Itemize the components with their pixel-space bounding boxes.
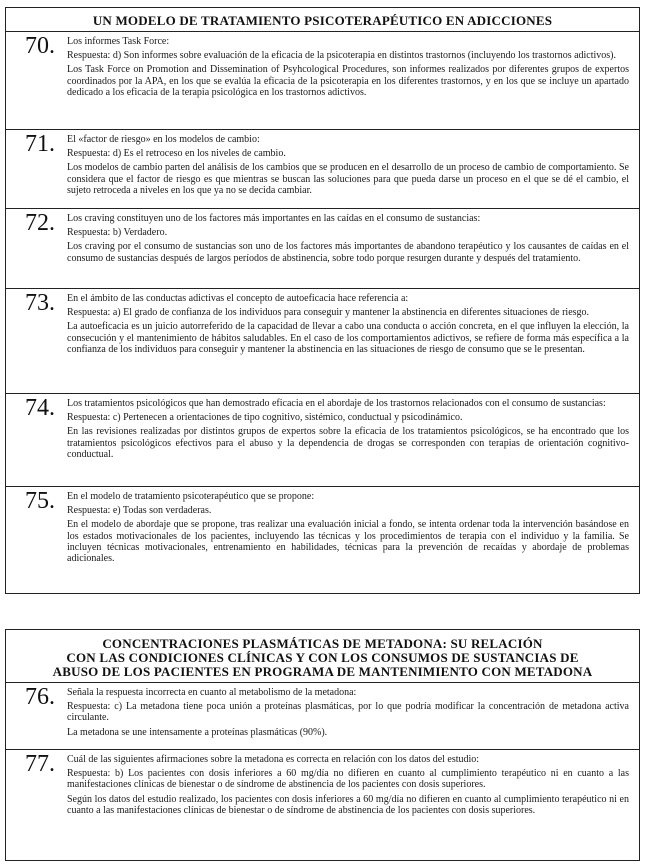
- question-block-75: [6, 486, 639, 590]
- explanation-text: Según los datos del estudio realizado, los pacientes con dosis inferiores a 60 mg/día no difieren en cuanto al cumplimiento terapéutico ni en cuanto a las manifestaciones clínicas de bienestar o de síndrome de abstinencia de los pacientes con dosis superiores.: [67, 793, 629, 816]
- question-number: 70.: [25, 33, 55, 59]
- question-block-73: [6, 288, 639, 393]
- answer-text: Respuesta: a) El grado de confianza de los individuos para conseguir y mantener la abstinencia en diferentes situaciones de riesgo.: [67, 307, 590, 319]
- question-text: En el ámbito de las conductas adictivas el concepto de autoeficacia hace referencia a:: [67, 293, 409, 304]
- explanation-text: En el modelo de abordaje que se propone, tras realizar una evaluación inicial a fondo, se intenta ordenar toda la intervención basándose en los estados motivacionales de los pacientes, incluyendo las técnicas y los procedimientos de terapia con el individuo y la familia. Se incluyen técnicas motivacionales, entrenamiento en habilidades, técnicas para la prevención de recaídas y abordaje de problemas adicionales.: [67, 519, 629, 565]
- title-line: CON LAS CONDICIONES CLÍNICAS Y CON LOS CONSUMOS DE SUSTANCIAS DE: [66, 650, 579, 665]
- question-number: 76.: [25, 684, 55, 710]
- answer-text: Respuesta: e) Todas son verdaderas.: [67, 505, 212, 517]
- section-title: [6, 630, 639, 682]
- question-number: 73.: [25, 290, 55, 316]
- question-number: 71.: [25, 131, 55, 157]
- explanation-text: La metadona se une intensamente a proteínas plasmáticas (90%).: [67, 726, 328, 738]
- explanation-text: Los craving por el consumo de sustancias son uno de los factores más importantes de abandono terapéutico y los causantes de caídas en el consumo de sustancias después de largos períodos de abstinencia, sobre todo porque resurgen durante y después del tratamiento.: [67, 241, 629, 264]
- explanation-text: La autoeficacia es un juicio autorreferido de la capacidad de llevar a cabo una conducta o acción concreta, en el que influyen la elección, la consecución y el mantenimiento de hábitos saludables. En el caso de los comportamientos adictivos, se refiere de forma más específica a la confianza de los individuos para conseguir y mantener la abstinencia en las situaciones de riesgo de consumo que se le presentan.: [67, 321, 629, 355]
- question-block-71: [6, 129, 639, 208]
- question-number: 72.: [25, 210, 55, 236]
- question-text: En el modelo de tratamiento psicoterapéutico que se propone:: [67, 491, 315, 502]
- title-line: CONCENTRACIONES PLASMÁTICAS DE METADONA: SU RELACIÓN: [102, 636, 543, 651]
- explanation-text: En las revisiones realizadas por distintos grupos de expertos sobre la eficacia de los tratamientos psicológicos, se ha encontrado que los tratamientos psicológicos efectivos para el abuso y la dependencia de drogas se corresponden con terapias de orientación cognitivo-conductual.: [67, 426, 629, 460]
- question-block-74: [6, 393, 639, 486]
- question-block-70: [6, 31, 639, 129]
- section-title: UN MODELO DE TRATAMIENTO PSICOTERAPÉUTICO EN ADICCIONES: [92, 13, 553, 28]
- question-text: Cuál de las siguientes afirmaciones sobre la metadona es correcta en relación con los datos del estudio:: [67, 754, 480, 765]
- explanation-text: Los Task Force on Promotion and Dissemination of Psyhcological Procedures, son informes realizados por diferentes grupos de expertos coordinados por la APA, en los que se evalúa la eficacia de la psicoterapia en los diferentes trastornos, y en los que se incluye un apartado dedicado a los eficacia de la terapia psicológica en los trastornos adictivos.: [67, 64, 629, 98]
- question-number: 75.: [25, 488, 55, 514]
- answer-text: Respuesta: d) Son informes sobre evaluación de la eficacia de la psicoterapia en distintos trastornos (incluyendo los trastornos adictivos).: [67, 50, 617, 62]
- answer-text: Respuesta: b) Los pacientes con dosis inferiores a 60 mg/día no difieren en cuanto al cumplimiento terapéutico ni en cuanto a las manifestaciones clínicas de bienestar o de síndrome de abstinencia de los pacientes con dosis superiores.: [67, 768, 629, 791]
- question-text: Los craving constituyen uno de los factores más importantes en las caídas en el consumo de sustancias:: [67, 213, 481, 224]
- question-text: Los tratamientos psicológicos que han demostrado eficacia en el abordaje de los trastornos relacionados con el consumo de sustancias:: [67, 398, 606, 409]
- section-box-tratamiento: [5, 7, 640, 594]
- question-block-76: [6, 682, 639, 749]
- answer-text: Respuesta: c) Pertenecen a orientaciones de tipo cognitivo, sistémico, conductual y psicodinámico.: [67, 412, 463, 424]
- explanation-text: Los modelos de cambio parten del análisis de los cambios que se producen en el desarrollo de un proceso de cambio de comportamiento. Se considera que el factor de riesgo es que mientras se buscan las soluciones para que pueda darse un proceso en el que se dé el cambio, el sujeto retroceda a niveles en los que ya no se decida cambiar.: [67, 162, 629, 196]
- question-text: Señala la respuesta incorrecta en cuanto al metabolismo de la metadona:: [67, 687, 357, 698]
- question-block-72: [6, 208, 639, 288]
- question-text: El «factor de riesgo» en los modelos de cambio:: [67, 134, 260, 145]
- title-line: ABUSO DE LOS PACIENTES EN PROGRAMA DE MANTENIMIENTO CON METADONA: [52, 664, 593, 679]
- question-block-77: [6, 749, 639, 855]
- answer-text: Respuesta: d) Es el retroceso en los niveles de cambio.: [67, 148, 286, 160]
- section-box-metadona: [5, 629, 640, 861]
- question-text: Los informes Task Force:: [67, 36, 170, 47]
- answer-text: Respuesta: b) Verdadero.: [67, 227, 168, 239]
- answer-text: Respuesta: c) La metadona tiene poca unión a proteínas plasmáticas, por lo que podría modificar la concentración de metadona activa circulante.: [67, 701, 629, 724]
- question-number: 74.: [25, 395, 55, 421]
- question-number: 77.: [25, 751, 55, 777]
